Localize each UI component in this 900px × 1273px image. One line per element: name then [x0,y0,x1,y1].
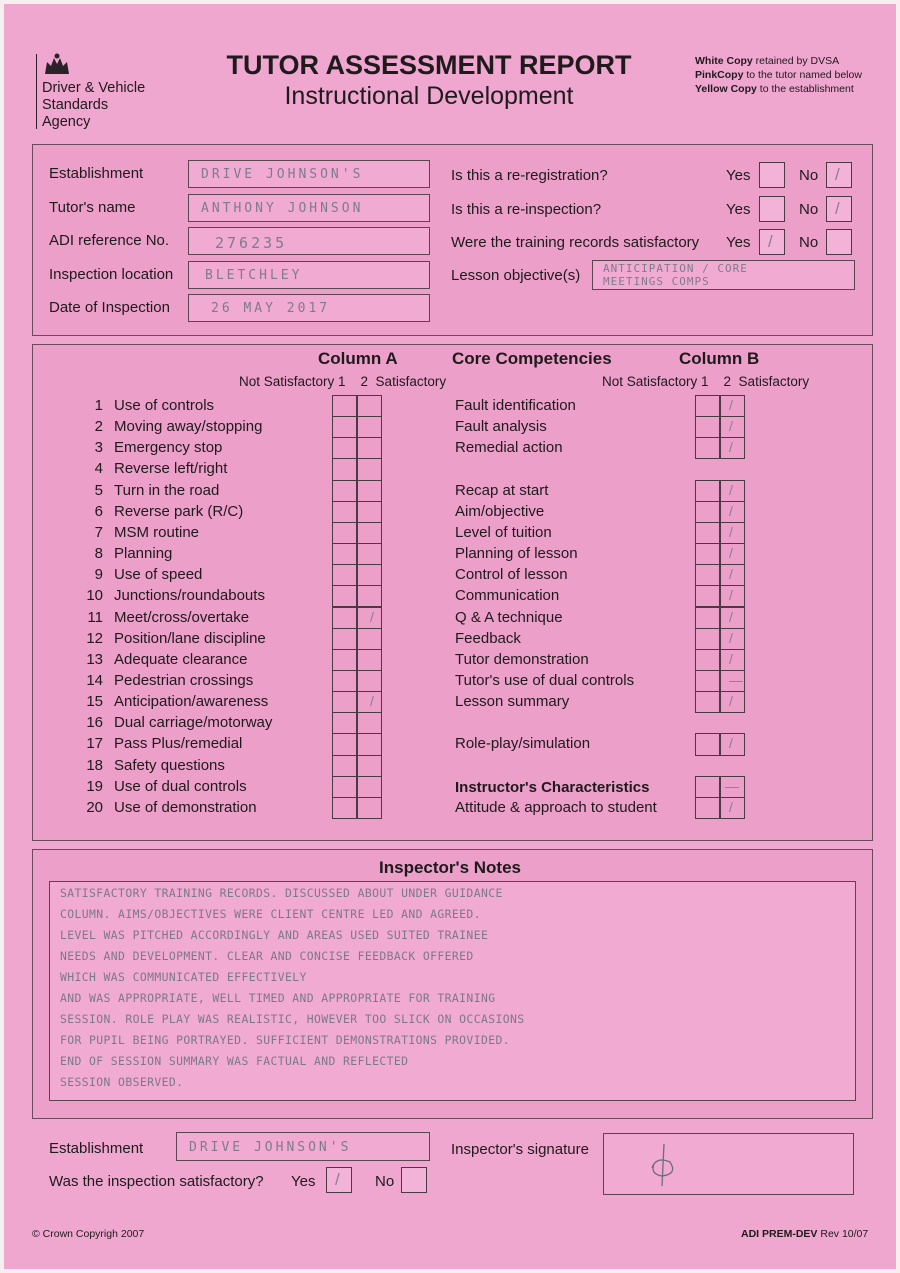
core-competency-label: Feedback [455,629,521,647]
competency-score-2-box[interactable] [357,776,382,798]
core-tick: / [729,566,733,583]
competency-number: 6 [94,502,103,520]
core-tick: / [729,798,733,815]
tutor-name-field[interactable] [188,194,430,222]
competency-score-1-box[interactable] [332,649,357,671]
competency-number: 12 [86,629,103,647]
competency-number: 5 [94,481,103,499]
competency-label: Emergency stop [114,439,223,457]
competency-label: Use of controls [114,397,215,414]
inspection-satisfactory-yes-tick: / [335,1170,340,1189]
inspector-notes-line: WHICH WAS COMMUNICATED EFFECTIVELY [60,970,307,984]
adi-reference-label: ADI reference No. [49,232,170,249]
training-records-label: Were the training records satisfactory [451,234,700,251]
competency-score-2-box[interactable] [357,585,382,607]
characteristics-score-1-box[interactable] [695,776,720,798]
core-score-2-box[interactable] [720,437,745,459]
competency-label: Pedestrian crossings [114,671,254,689]
competency-score-2-box[interactable] [357,480,382,502]
core-score-1-box[interactable] [695,480,720,502]
core-tick: / [729,545,733,562]
agency-line-1: Driver & Vehicle [42,80,146,96]
competency-score-2-box[interactable] [357,649,382,671]
core-score-1-box[interactable] [695,733,720,755]
competency-score-1-box[interactable] [332,585,357,607]
competency-label: Reverse left/right [114,460,228,478]
core-tick: / [729,481,733,498]
competency-label: Use of demonstration [114,798,257,816]
column-b-scale: Not Satisfactory 1 2 Satisfactory [602,374,810,389]
lesson-objective-label: Lesson objective(s) [451,267,581,284]
competency-number: 20 [86,798,103,816]
competency-label: Safety questions [114,756,225,774]
core-tick: / [729,693,733,710]
competency-score-1-box[interactable] [332,712,357,734]
competency-score-1-box[interactable] [332,607,357,629]
core-competency-label: Level of tuition [455,523,552,541]
inspector-notes-box[interactable] [49,881,856,1101]
core-score-2-box[interactable] [720,607,745,629]
competency-score-2-box[interactable] [357,458,382,480]
core-score-2-box[interactable] [720,733,745,755]
competency-score-2-box[interactable] [357,755,382,777]
core-competency-label: Planning of lesson [455,545,578,563]
core-score-2-box[interactable] [720,564,745,586]
core-score-1-box[interactable] [695,522,720,544]
competency-score-1-box[interactable] [332,437,357,459]
competency-number: 14 [86,671,103,689]
core-competency-label: Aim/objective [455,502,545,520]
competency-number: 1 [94,397,103,414]
re-registration-no-label: No [799,167,819,184]
competency-label: Planning [114,545,173,563]
core-score-2-box[interactable] [720,522,745,544]
copy-distribution [695,54,862,96]
re-inspection-no-checkbox[interactable] [826,196,852,222]
core-competency-label: Recap at start [455,481,549,499]
footer-establishment-label: Establishment [49,1140,144,1157]
core-score-1-box[interactable] [695,585,720,607]
instructor-characteristics-heading: Instructor's Characteristics [455,779,650,796]
inspection-location-field[interactable] [188,261,430,289]
core-score-1-box[interactable] [695,564,720,586]
core-score-2-box[interactable] [720,649,745,671]
competency-score-2-box[interactable] [357,416,382,438]
training-records-yes-tick: / [768,232,773,251]
re-inspection-label: Is this a re-inspection? [451,201,602,218]
inspection-date-label: Date of Inspection [49,299,170,316]
core-competency-label: Control of lesson [455,566,568,584]
report-subtitle: Instructional Development [284,82,574,110]
competency-tick: / [370,693,374,710]
competency-number: 17 [86,735,103,753]
competency-number: 3 [94,439,103,457]
competency-number: 10 [86,587,103,605]
core-tick: / [729,608,733,625]
competency-score-1-box[interactable] [332,670,357,692]
core-tick: / [729,587,733,604]
inspection-location-label: Inspection location [49,266,174,283]
inspector-notes-line: END OF SESSION SUMMARY WAS FACTUAL AND REFLECTED [60,1054,409,1068]
characteristics-score-2-box[interactable] [720,776,745,798]
re-inspection-no-label: No [799,201,819,218]
report-title: TUTOR ASSESSMENT REPORT [226,50,632,80]
competency-label: Reverse park (R/C) [114,502,244,520]
core-tick: / [729,502,733,519]
column-a-heading: Column A [318,349,398,368]
re-registration-yes-checkbox[interactable] [759,162,785,188]
core-score-2-box[interactable] [720,501,745,523]
competency-score-1-box[interactable] [332,480,357,502]
column-a-scale: Not Satisfactory 1 2 Satisfactory [239,374,447,389]
inspection-date-field[interactable] [188,294,430,322]
copy-line-white: White Copy retained by DVSA [695,55,840,67]
competency-number: 8 [94,545,103,563]
core-competency-label: Role-play/simulation [455,735,591,753]
competency-score-1-box[interactable] [332,458,357,480]
inspection-location-value: BLETCHLEY [205,268,303,283]
re-registration-no-tick: / [835,165,840,184]
inspector-notes-line: AND WAS APPROPRIATE, WELL TIMED AND APPROPRIATE FOR TRAINING [60,991,496,1005]
core-score-1-box[interactable] [695,670,720,692]
competency-score-2-box[interactable] [357,395,382,417]
competency-number: 2 [94,418,103,436]
inspection-satisfactory-yes-checkbox[interactable] [326,1167,352,1193]
agency-line-3: Agency [42,114,91,130]
adi-reference-value: 276235 [215,234,288,252]
core-competency-label: Lesson summary [455,693,570,711]
core-competency-label: Fault identification [455,397,576,414]
competency-number: 9 [94,566,103,584]
inspection-date-value: 26 MAY 2017 [211,301,331,316]
core-competency-label: Communication [455,587,560,605]
core-tick: / [729,629,733,646]
competency-score-2-box[interactable] [357,712,382,734]
lesson-objective-value-2: MEETINGS COMPS [603,275,710,288]
competency-score-1-box[interactable] [332,691,357,713]
core-tick: / [729,735,733,752]
tutor-name-label: Tutor's name [49,199,136,216]
core-score-1-box[interactable] [695,649,720,671]
inspector-signature-field[interactable] [603,1133,854,1195]
re-registration-yes-label: Yes [726,167,751,184]
training-records-yes-label: Yes [726,234,751,251]
competency-score-1-box[interactable] [332,755,357,777]
competency-score-2-box[interactable] [357,437,382,459]
competency-label: Use of dual controls [114,777,247,795]
core-competencies-heading: Core Competencies [452,349,612,368]
core-tick: — [729,671,743,688]
competency-label: MSM routine [114,523,200,541]
competency-score-2-box[interactable] [357,628,382,650]
adi-reference-field[interactable] [188,227,430,255]
inspector-notes-line: SESSION. ROLE PLAY WAS REALISTIC, HOWEVER TOO SLICK ON OCCASIONS [60,1012,525,1026]
establishment-field[interactable] [188,160,430,188]
copyright-text: © Crown Copyrigh 2007 [32,1228,145,1240]
competency-tick: / [370,608,374,625]
competency-score-2-box[interactable] [357,733,382,755]
competency-number: 16 [86,714,103,732]
competency-label: Meet/cross/overtake [114,608,250,626]
competency-number: 18 [86,756,103,774]
core-score-1-box[interactable] [695,691,720,713]
training-records-no-label: No [799,234,819,251]
core-competency-label: Attitude & approach to student [455,798,657,816]
core-competency-label: Remedial action [455,439,563,457]
competency-label: Junctions/roundabouts [114,587,265,605]
competency-label: Adequate clearance [114,650,248,668]
competency-score-1-box[interactable] [332,395,357,417]
inspection-satisfactory-no-checkbox[interactable] [401,1167,427,1193]
footer-establishment-field[interactable] [176,1132,430,1161]
form-code [741,1228,868,1240]
core-score-2-box[interactable] [720,416,745,438]
core-tick: / [729,650,733,667]
competency-label: Position/lane discipline [114,629,266,647]
competency-label: Moving away/stopping [114,418,263,436]
competency-score-1-box[interactable] [332,628,357,650]
footer-establishment-value: DRIVE JOHNSON'S [189,1140,352,1155]
competency-score-2-box[interactable] [357,543,382,565]
re-inspection-yes-label: Yes [726,201,751,218]
competency-score-1-box[interactable] [332,733,357,755]
competency-score-1-box[interactable] [332,564,357,586]
competency-score-2-box[interactable] [357,607,382,629]
competency-score-2-box[interactable] [357,564,382,586]
competency-label: Use of speed [114,566,203,584]
competency-score-1-box[interactable] [332,416,357,438]
core-competency-label: Fault analysis [455,418,547,436]
competency-score-1-box[interactable] [332,543,357,565]
core-score-1-box[interactable] [695,501,720,523]
inspector-signature-label: Inspector's signature [451,1141,589,1158]
competency-label: Turn in the road [114,481,220,499]
inspection-satisfactory-no-label: No [375,1173,395,1190]
training-records-yes-checkbox[interactable] [759,229,785,255]
inspector-notes-line: LEVEL WAS PITCHED ACCORDINGLY AND AREAS USED SUITED TRAINEE [60,928,489,942]
core-competency-label: Tutor demonstration [455,650,589,668]
core-competency-label: Q & A technique [455,608,563,626]
core-tick: / [729,397,733,413]
core-tick: / [729,418,733,435]
core-score-1-box[interactable] [695,437,720,459]
form-sheet [4,4,896,1269]
competency-score-2-box[interactable] [357,501,382,523]
core-score-2-box[interactable] [720,395,745,417]
core-score-2-box[interactable] [720,543,745,565]
core-score-1-box[interactable] [695,628,720,650]
core-score-1-box[interactable] [695,543,720,565]
core-tick: / [729,439,733,456]
characteristics-tick: — [725,777,739,794]
form-code-id: ADI PREM-DEV [741,1228,818,1240]
inspection-satisfactory-label: Was the inspection satisfactory? [49,1173,264,1190]
inspector-notes-line: SATISFACTORY TRAINING RECORDS. DISCUSSED ABOUT UNDER GUIDANCE [60,886,503,900]
core-score-1-box[interactable] [695,395,720,417]
competency-score-2-box[interactable] [357,691,382,713]
signature-mark [604,1134,853,1194]
competency-number: 7 [94,523,103,541]
competency-number: 19 [86,777,103,795]
core-score-2-box[interactable] [720,691,745,713]
establishment-value: DRIVE JOHNSON'S [201,167,364,182]
competency-label: Dual carriage/motorway [114,714,273,732]
competency-score-2-box[interactable] [357,797,382,819]
core-competency-label: Tutor's use of dual controls [455,671,635,689]
lesson-objective-value-1: ANTICIPATION / CORE [603,262,748,275]
competency-number: 11 [87,608,103,626]
core-score-2-box[interactable] [720,628,745,650]
competency-score-2-box[interactable] [357,670,382,692]
inspection-satisfactory-yes-label: Yes [291,1173,316,1190]
competency-score-1-box[interactable] [332,797,357,819]
competency-label: Pass Plus/remedial [114,735,243,753]
establishment-label: Establishment [49,165,144,182]
inspector-notes-heading: Inspector's Notes [379,858,521,877]
core-score-2-box[interactable] [720,797,745,819]
core-score-1-box[interactable] [695,416,720,438]
competency-score-1-box[interactable] [332,522,357,544]
core-score-1-box[interactable] [695,797,720,819]
competency-number: 15 [86,693,103,711]
competency-label: Anticipation/awareness [114,693,269,711]
tutor-name-value: ANTHONY JOHNSON [201,201,364,216]
lesson-objective-field[interactable] [592,260,855,290]
competency-score-2-box[interactable] [357,522,382,544]
form-revision: Rev 10/07 [820,1228,869,1240]
copy-line-yellow: Yellow Copy to the establishment [695,83,854,95]
column-b-heading: Column B [679,349,760,368]
core-score-1-box[interactable] [695,607,720,629]
inspector-notes-line: NEEDS AND DEVELOPMENT. CLEAR AND CONCISE FEEDBACK OFFERED [60,949,474,963]
inspector-notes-line: SESSION OBSERVED. [60,1075,184,1089]
inspector-notes-line: COLUMN. AIMS/OBJECTIVES WERE CLIENT CENTRE LED AND AGREED. [60,907,481,921]
core-score-2-box[interactable] [720,480,745,502]
core-score-2-box[interactable] [720,670,745,692]
re-registration-no-checkbox[interactable] [826,162,852,188]
competency-score-1-box[interactable] [332,501,357,523]
core-score-2-box[interactable] [720,585,745,607]
agency-line-2: Standards [42,97,109,113]
training-records-no-checkbox[interactable] [826,229,852,255]
re-inspection-no-tick: / [835,199,840,218]
core-tick: / [729,523,733,540]
re-inspection-yes-checkbox[interactable] [759,196,785,222]
inspector-notes-line: FOR PUPIL BEING PORTRAYED. SUFFICIENT DEMONSTRATIONS PROVIDED. [60,1033,510,1047]
re-registration-label: Is this a re-registration? [451,167,608,184]
competency-number: 4 [94,460,103,478]
copy-line-pink: PinkCopy to the tutor named below [695,69,862,81]
competency-score-1-box[interactable] [332,776,357,798]
competency-number: 13 [86,650,103,668]
